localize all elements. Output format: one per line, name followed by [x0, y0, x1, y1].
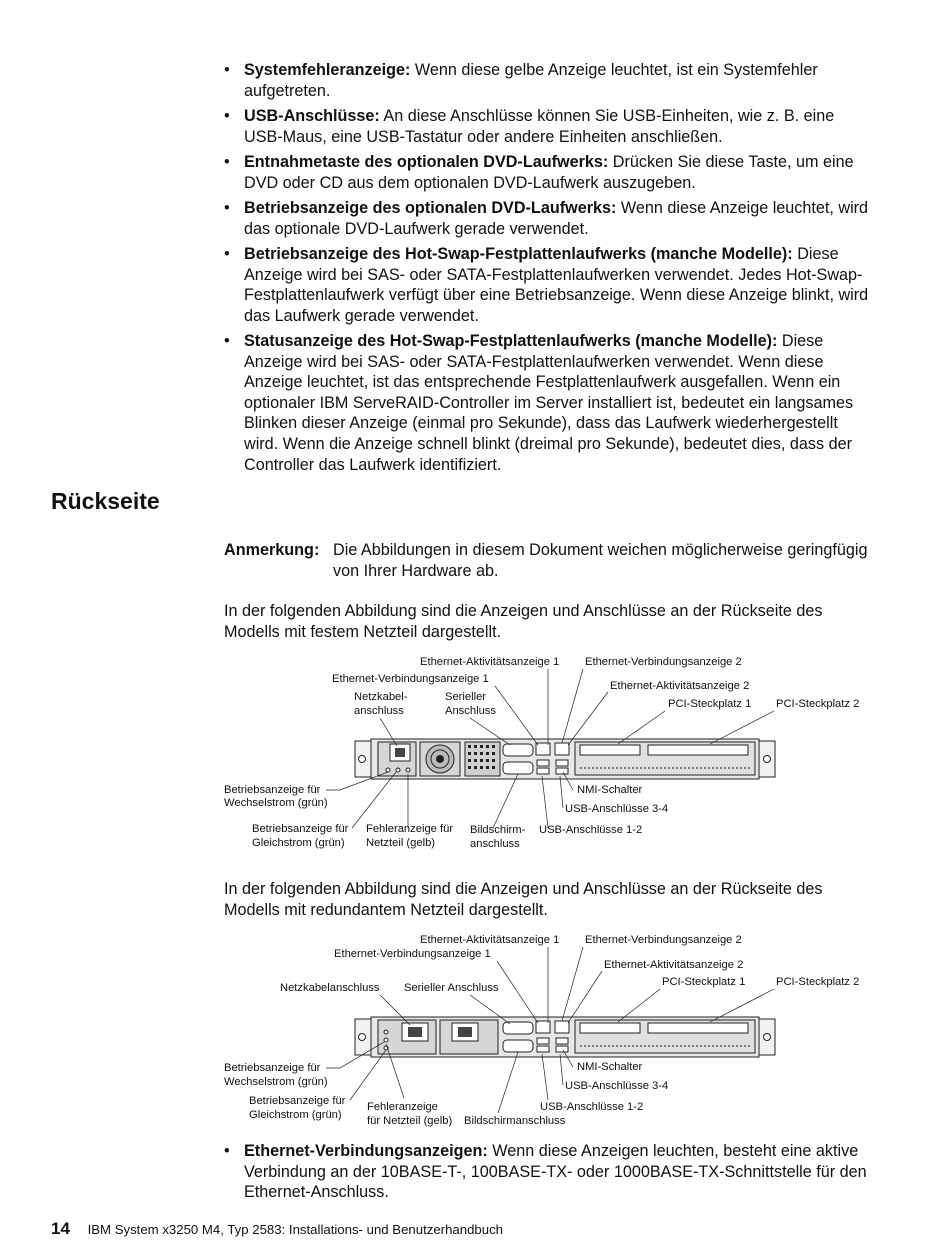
ethernet-link-bullet: [224, 1141, 874, 1203]
label-pci-1: PCI-Steckplatz 1: [668, 698, 752, 710]
label-nmi: NMI-Schalter: [577, 1061, 643, 1073]
label-psu-error-1: Fehleranzeige: [367, 1101, 438, 1113]
label-dc-led-1: Betriebsanzeige für: [249, 1095, 346, 1107]
label-psu-error-2: Netzteil (gelb): [366, 837, 436, 849]
list-item: • Ethernet-Verbindungsanzeigen: Wenn diese Anzeigen leuchten, besteht eine aktive Verbindung an der 10BASE-T-, 100BASE-TX- oder 1000BASE-TX-Schnittstelle für den Ethernet-Anschluss.: [224, 1141, 874, 1203]
label-ac-led-1: Betriebsanzeige für: [224, 784, 321, 796]
label-eth-link-1: Ethernet-Verbindungsanzeige 1: [334, 948, 491, 960]
feature-list: [224, 60, 874, 480]
label-eth-link-2: Ethernet-Verbindungsanzeige 2: [585, 934, 742, 946]
label-power-connector-2: anschluss: [354, 705, 404, 717]
rear-view-fixed-psu-figure: [0, 650, 950, 855]
note-text: Die Abbildungen in diesem Dokument weichen möglicherweise geringfügig von Ihrer Hardware ab.: [333, 541, 868, 580]
label-serial: Serieller Anschluss: [404, 982, 499, 994]
label-video-2: anschluss: [470, 838, 520, 850]
note-label: Anmerkung:: [224, 541, 320, 559]
label-eth-activity-2: Ethernet-Aktivitätsanzeige 2: [604, 959, 744, 971]
label-eth-link-1: Ethernet-Verbindungsanzeige 1: [332, 673, 489, 685]
label-dc-led-2: Gleichstrom (grün): [252, 837, 345, 849]
label-pci-2: PCI-Steckplatz 2: [776, 976, 860, 988]
server-chassis: [355, 1017, 775, 1057]
list-item: • USB-Anschlüsse: An diese Anschlüsse können Sie USB-Einheiten, wie z. B. eine USB-Maus, eine USB-Tastatur oder andere Einheiten anschließen.: [224, 106, 874, 147]
list-item: • Statusanzeige des Hot-Swap-Festplattenlaufwerks (manche Modelle): Diese Anzeige wird bei SAS- oder SATA-Festplattenlaufwerken verwendet. Wenn diese Anzeige leuchtet, ist das entsprechende Festplattenlaufwerk ausgefallen. Wenn ein optionaler IBM ServeRAID-Controller im Server installiert ist, bedeutet ein langsames Blinken dieser Anzeige (einmal pro Sekunde), dass das Laufwerk wiederhergestellt wird. Wenn die Anzeige schnell blinkt (dreimal pro Sekunde), bedeutet dies, dass der Controller das Laufwerk identifiziert.: [224, 331, 874, 475]
footer-title: IBM System x3250 M4, Typ 2583: Installations- und Benutzerhandbuch: [87, 1222, 503, 1237]
label-psu-error-1: Fehleranzeige für: [366, 823, 454, 835]
label-power-connector-1: Netzkabel-: [354, 691, 408, 703]
label-dc-led-2: Gleichstrom (grün): [249, 1109, 342, 1121]
label-usb-3-4: USB-Anschlüsse 3-4: [565, 803, 669, 815]
label-power-connector: Netzkabelanschluss: [280, 982, 380, 994]
label-eth-link-2: Ethernet-Verbindungsanzeige 2: [585, 656, 742, 668]
label-nmi: NMI-Schalter: [577, 784, 643, 796]
label-pci-1: PCI-Steckplatz 1: [662, 976, 746, 988]
label-eth-activity-2: Ethernet-Aktivitätsanzeige 2: [610, 680, 750, 692]
intro-fixed-psu: In der folgenden Abbildung sind die Anzeigen und Anschlüsse an der Rückseite des Modells mit festem Netzteil dargestellt.: [224, 602, 823, 641]
label-eth-activity-1: Ethernet-Aktivitätsanzeige 1: [420, 934, 560, 946]
page-footer: [51, 1219, 503, 1239]
list-item: • Betriebsanzeige des Hot-Swap-Festplattenlaufwerks (manche Modelle): Diese Anzeige wird bei SAS- oder SATA-Festplattenlaufwerken verwendet. Jedes Hot-Swap-Festplattenlaufwerk verfügt über eine Betriebsanzeige. Wenn diese Anzeige blinkt, wird das Laufwerk gerade verwendet.: [224, 244, 874, 326]
page-number: 14: [51, 1219, 70, 1238]
label-eth-activity-1: Ethernet-Aktivitätsanzeige 1: [420, 656, 560, 668]
label-video: Bildschirmanschluss: [464, 1115, 566, 1127]
note: [224, 540, 874, 581]
intro-redundant-psu: In der folgenden Abbildung sind die Anzeigen und Anschlüsse an der Rückseite des Modells mit redundantem Netzteil dargestellt.: [224, 880, 823, 919]
label-ac-led-2: Wechselstrom (grün): [224, 797, 328, 809]
label-ac-led-1: Betriebsanzeige für: [224, 1062, 321, 1074]
list-item: • Betriebsanzeige des optionalen DVD-Laufwerks: Wenn diese Anzeige leuchtet, wird das optionale DVD-Laufwerk gerade verwendet.: [224, 198, 874, 239]
label-serial-2: Anschluss: [445, 705, 496, 717]
label-dc-led-1: Betriebsanzeige für: [252, 823, 349, 835]
label-video-1: Bildschirm-: [470, 824, 526, 836]
label-usb-1-2: USB-Anschlüsse 1-2: [540, 1101, 644, 1113]
list-item: • Entnahmetaste des optionalen DVD-Laufwerks: Drücken Sie diese Taste, um eine DVD oder CD aus dem optionalen DVD-Laufwerk auszugeben.: [224, 152, 874, 193]
server-chassis: [355, 739, 775, 779]
list-item: • Systemfehleranzeige: Wenn diese gelbe Anzeige leuchtet, ist ein Systemfehler aufgetreten.: [224, 60, 874, 101]
rear-view-redundant-psu-figure: [0, 928, 950, 1128]
label-serial-1: Serieller: [445, 691, 487, 703]
label-psu-error-2: für Netzteil (gelb): [367, 1115, 453, 1127]
label-usb-3-4: USB-Anschlüsse 3-4: [565, 1080, 669, 1092]
section-title: Rückseite: [51, 488, 160, 514]
label-ac-led-2: Wechselstrom (grün): [224, 1076, 328, 1088]
label-pci-2: PCI-Steckplatz 2: [776, 698, 860, 710]
label-usb-1-2: USB-Anschlüsse 1-2: [539, 824, 643, 836]
